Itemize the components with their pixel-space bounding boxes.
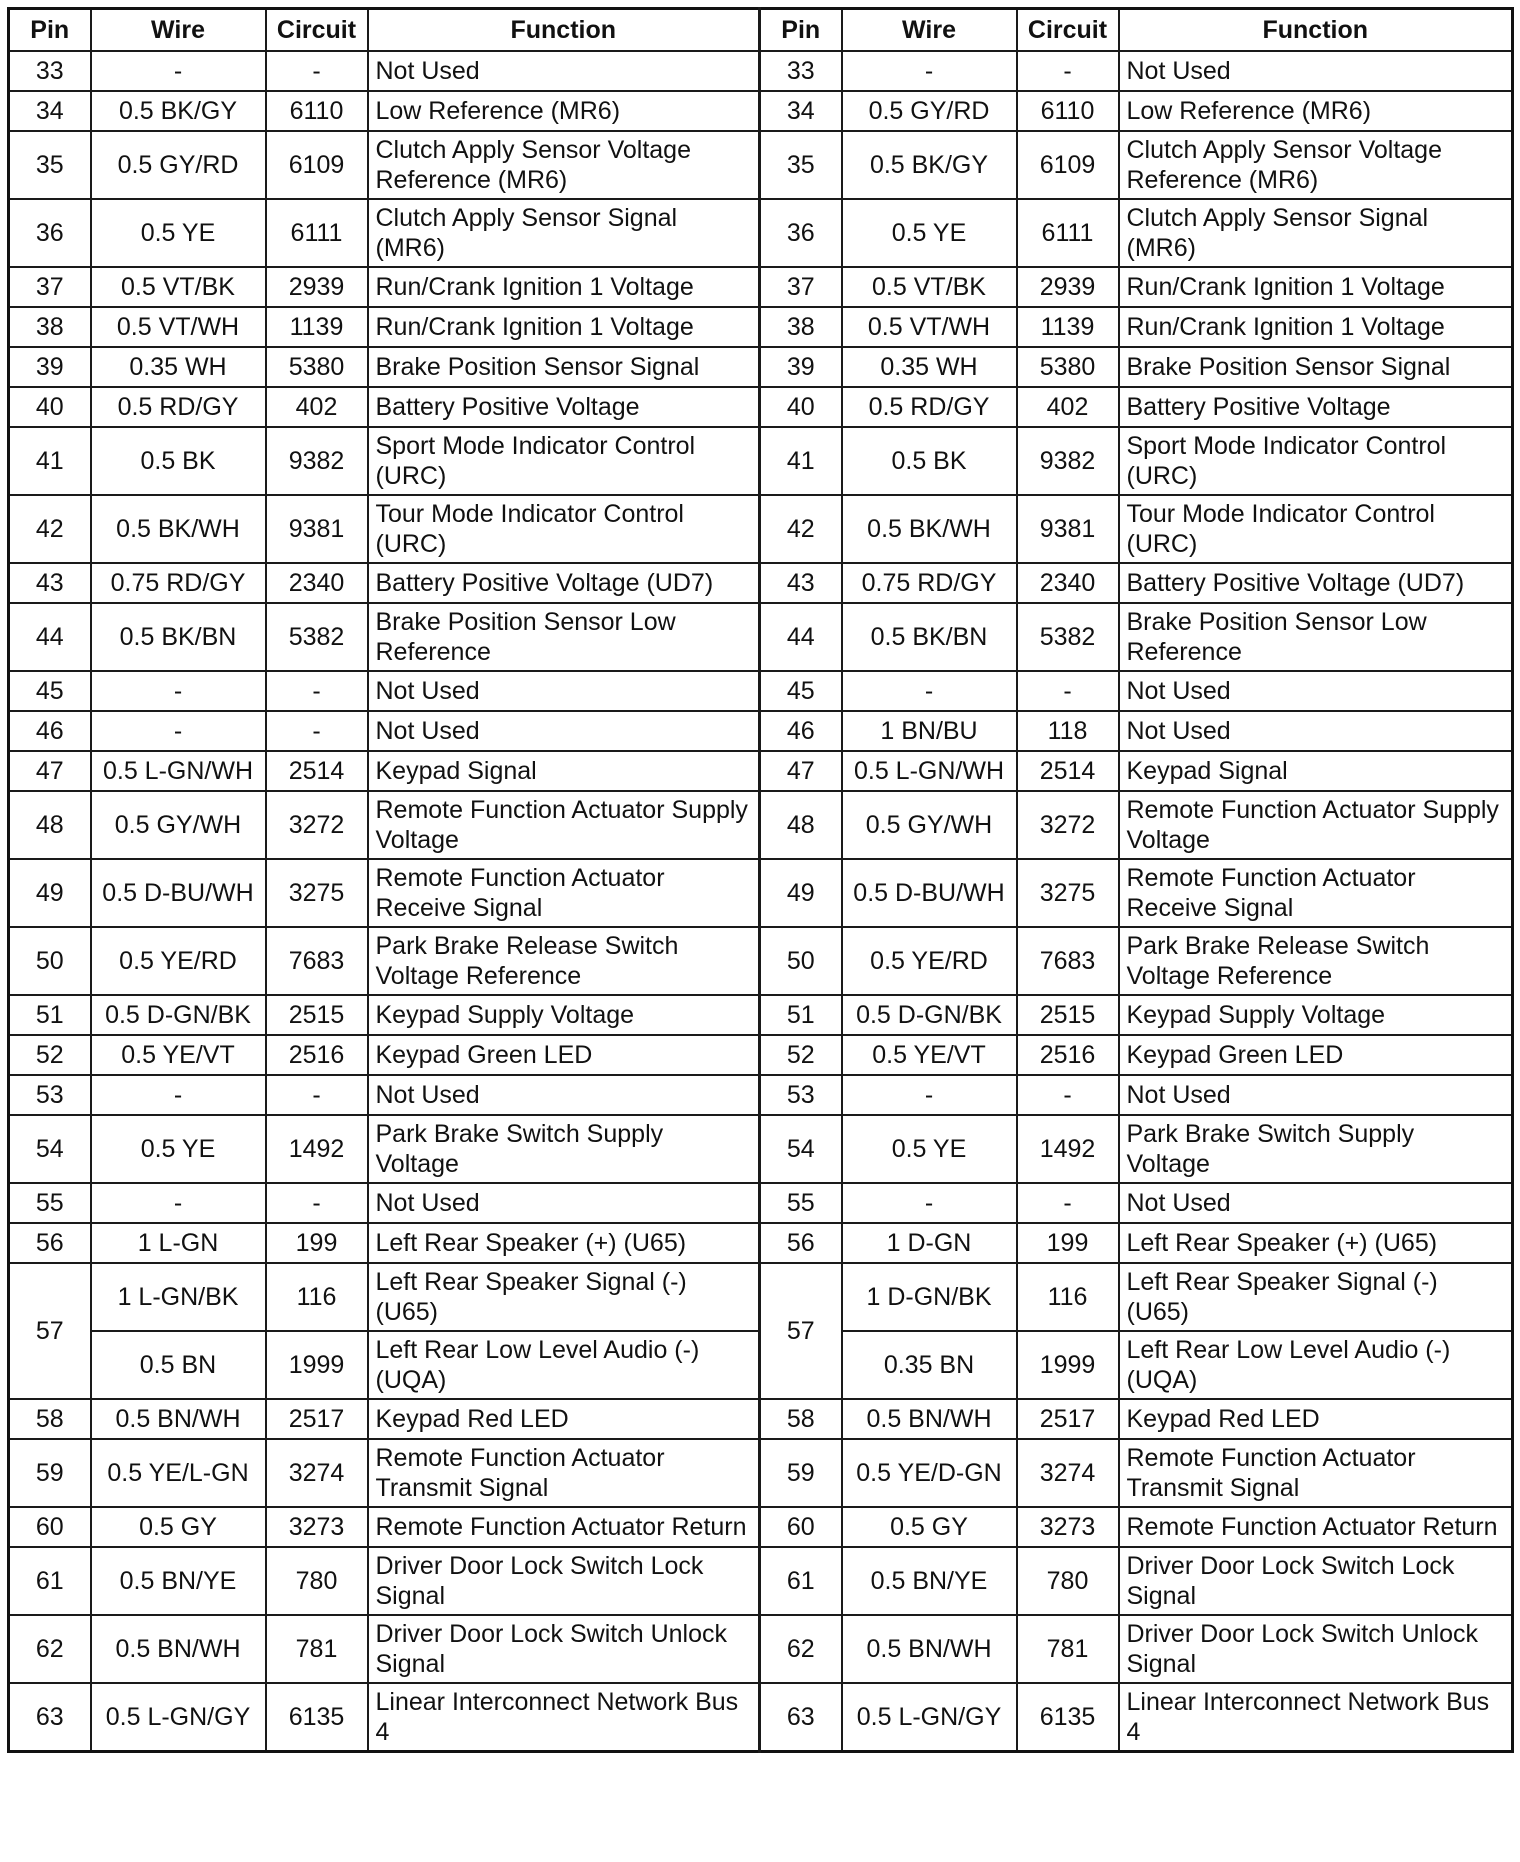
- function-cell: Run/Crank Ignition 1 Voltage: [1119, 307, 1513, 347]
- function-cell: Not Used: [1119, 1183, 1513, 1223]
- pin-cell: 41: [9, 427, 91, 495]
- pin-cell: 48: [760, 791, 842, 859]
- function-cell: Not Used: [368, 711, 760, 751]
- wire-cell: 0.5 D-BU/WH: [842, 859, 1017, 927]
- circuit-cell: 1492: [266, 1115, 368, 1183]
- pin-cell: 40: [9, 387, 91, 427]
- circuit-cell: 9381: [266, 495, 368, 563]
- function-cell: Remote Function Actuator Return: [368, 1507, 760, 1547]
- pin-cell: 54: [9, 1115, 91, 1183]
- pin-cell: 51: [760, 995, 842, 1035]
- pin-cell: 60: [9, 1507, 91, 1547]
- table-row: [9, 387, 1513, 427]
- table-row: [9, 711, 1513, 751]
- pin-cell: 50: [760, 927, 842, 995]
- table-row: [9, 427, 1513, 495]
- function-cell: Battery Positive Voltage (UD7): [368, 563, 760, 603]
- pin-cell: 33: [760, 51, 842, 91]
- function-cell: Remote Function Actuator Receive Signal: [368, 859, 760, 927]
- function-cell: Keypad Signal: [1119, 751, 1513, 791]
- function-cell: Clutch Apply Sensor Signal (MR6): [1119, 199, 1513, 267]
- function-cell: Battery Positive Voltage (UD7): [1119, 563, 1513, 603]
- table-row: [9, 1183, 1513, 1223]
- table-row: [9, 859, 1513, 927]
- function-cell: Park Brake Switch Supply Voltage: [368, 1115, 760, 1183]
- wire-cell: 1 D-GN: [842, 1223, 1017, 1263]
- circuit-cell: 2515: [1017, 995, 1119, 1035]
- circuit-cell: 2516: [266, 1035, 368, 1075]
- function-cell: Keypad Red LED: [1119, 1399, 1513, 1439]
- wire-cell: 0.75 RD/GY: [842, 563, 1017, 603]
- pin-cell: 46: [760, 711, 842, 751]
- table-row: [9, 927, 1513, 995]
- function-cell: Left Rear Speaker (+) (U65): [1119, 1223, 1513, 1263]
- function-cell: Low Reference (MR6): [368, 91, 760, 131]
- pin-cell: 57: [760, 1263, 842, 1399]
- circuit-cell: 7683: [1017, 927, 1119, 995]
- pin-cell: 58: [760, 1399, 842, 1439]
- circuit-cell: -: [1017, 1075, 1119, 1115]
- circuit-cell: 3275: [1017, 859, 1119, 927]
- pin-cell: 38: [9, 307, 91, 347]
- function-cell: Keypad Red LED: [368, 1399, 760, 1439]
- function-cell: Not Used: [368, 671, 760, 711]
- table-row: [9, 199, 1513, 267]
- table-row: [9, 995, 1513, 1035]
- wire-cell: 0.5 YE: [91, 1115, 266, 1183]
- pin-cell: 62: [760, 1615, 842, 1683]
- header-circuit: Circuit: [266, 9, 368, 52]
- function-cell: Remote Function Actuator Transmit Signal: [368, 1439, 760, 1507]
- wire-cell: 0.5 YE: [842, 199, 1017, 267]
- function-cell: Brake Position Sensor Low Reference: [1119, 603, 1513, 671]
- wire-cell: 0.5 VT/WH: [842, 307, 1017, 347]
- circuit-cell: 780: [266, 1547, 368, 1615]
- table-row: [9, 1263, 1513, 1331]
- wire-cell: 0.5 BK: [91, 427, 266, 495]
- pin-cell: 55: [9, 1183, 91, 1223]
- circuit-cell: 9381: [1017, 495, 1119, 563]
- circuit-cell: 2340: [1017, 563, 1119, 603]
- table-row: [9, 307, 1513, 347]
- pin-cell: 63: [9, 1683, 91, 1752]
- pin-cell: 50: [9, 927, 91, 995]
- wire-cell: 0.5 D-BU/WH: [91, 859, 266, 927]
- circuit-cell: -: [266, 1075, 368, 1115]
- wire-cell: 0.5 BK/WH: [842, 495, 1017, 563]
- circuit-cell: -: [266, 51, 368, 91]
- wire-cell: 1 D-GN/BK: [842, 1263, 1017, 1331]
- table-row: [9, 1075, 1513, 1115]
- wire-cell: 0.5 YE/D-GN: [842, 1439, 1017, 1507]
- function-cell: Not Used: [368, 1183, 760, 1223]
- circuit-cell: -: [1017, 51, 1119, 91]
- wire-cell: 0.35 BN: [842, 1331, 1017, 1399]
- pin-cell: 37: [9, 267, 91, 307]
- circuit-cell: -: [1017, 1183, 1119, 1223]
- circuit-cell: 1492: [1017, 1115, 1119, 1183]
- wire-cell: 0.5 BK: [842, 427, 1017, 495]
- wire-cell: -: [842, 1075, 1017, 1115]
- wire-cell: 0.5 L-GN/WH: [842, 751, 1017, 791]
- table-row: [9, 1439, 1513, 1507]
- pin-cell: 45: [760, 671, 842, 711]
- function-cell: Run/Crank Ignition 1 Voltage: [368, 307, 760, 347]
- circuit-cell: 5382: [1017, 603, 1119, 671]
- header-function: Function: [368, 9, 760, 52]
- circuit-cell: 3275: [266, 859, 368, 927]
- table-row: [9, 51, 1513, 91]
- wire-cell: 0.5 YE/VT: [842, 1035, 1017, 1075]
- circuit-cell: 116: [1017, 1263, 1119, 1331]
- circuit-cell: 7683: [266, 927, 368, 995]
- circuit-cell: 2517: [266, 1399, 368, 1439]
- function-cell: Not Used: [1119, 1075, 1513, 1115]
- pin-cell: 49: [9, 859, 91, 927]
- circuit-cell: 3273: [1017, 1507, 1119, 1547]
- pin-cell: 33: [9, 51, 91, 91]
- pin-cell: 60: [760, 1507, 842, 1547]
- circuit-cell: 1139: [266, 307, 368, 347]
- pin-cell: 35: [9, 131, 91, 199]
- function-cell: Not Used: [1119, 51, 1513, 91]
- wire-cell: 1 BN/BU: [842, 711, 1017, 751]
- pin-cell: 38: [760, 307, 842, 347]
- table-row: [9, 751, 1513, 791]
- pin-cell: 45: [9, 671, 91, 711]
- circuit-cell: 2939: [266, 267, 368, 307]
- wire-cell: 0.5 YE/L-GN: [91, 1439, 266, 1507]
- function-cell: Keypad Green LED: [1119, 1035, 1513, 1075]
- table-header-row: [9, 9, 1513, 52]
- pin-cell: 59: [9, 1439, 91, 1507]
- pin-cell: 61: [9, 1547, 91, 1615]
- function-cell: Left Rear Speaker Signal (-) (U65): [368, 1263, 760, 1331]
- function-cell: Run/Crank Ignition 1 Voltage: [368, 267, 760, 307]
- pin-cell: 52: [9, 1035, 91, 1075]
- pin-cell: 44: [9, 603, 91, 671]
- wire-cell: 0.5 YE: [91, 199, 266, 267]
- wire-cell: -: [842, 1183, 1017, 1223]
- wire-cell: -: [91, 711, 266, 751]
- table-row: [9, 91, 1513, 131]
- circuit-cell: 6109: [266, 131, 368, 199]
- wire-cell: 0.5 VT/WH: [91, 307, 266, 347]
- circuit-cell: 116: [266, 1263, 368, 1331]
- function-cell: Sport Mode Indicator Control (URC): [1119, 427, 1513, 495]
- function-cell: Sport Mode Indicator Control (URC): [368, 427, 760, 495]
- table-row: [9, 1547, 1513, 1615]
- function-cell: Low Reference (MR6): [1119, 91, 1513, 131]
- table-row: [9, 131, 1513, 199]
- function-cell: Driver Door Lock Switch Lock Signal: [1119, 1547, 1513, 1615]
- function-cell: Brake Position Sensor Signal: [1119, 347, 1513, 387]
- wire-cell: 0.5 D-GN/BK: [91, 995, 266, 1035]
- wire-cell: 0.5 YE/RD: [91, 927, 266, 995]
- circuit-cell: 2514: [266, 751, 368, 791]
- function-cell: Tour Mode Indicator Control (URC): [1119, 495, 1513, 563]
- pin-cell: 43: [760, 563, 842, 603]
- circuit-cell: 402: [266, 387, 368, 427]
- wire-cell: 0.5 YE/RD: [842, 927, 1017, 995]
- header-circuit: Circuit: [1017, 9, 1119, 52]
- wire-cell: 0.5 BN/WH: [842, 1399, 1017, 1439]
- circuit-cell: 2517: [1017, 1399, 1119, 1439]
- pin-cell: 34: [9, 91, 91, 131]
- table-row: [9, 671, 1513, 711]
- pin-cell: 59: [760, 1439, 842, 1507]
- circuit-cell: 199: [266, 1223, 368, 1263]
- function-cell: Linear Interconnect Network Bus 4: [1119, 1683, 1513, 1752]
- circuit-cell: 2340: [266, 563, 368, 603]
- circuit-cell: 2939: [1017, 267, 1119, 307]
- circuit-cell: 1999: [266, 1331, 368, 1399]
- pin-cell: 48: [9, 791, 91, 859]
- circuit-cell: 6135: [266, 1683, 368, 1752]
- function-cell: Left Rear Low Level Audio (-) (UQA): [1119, 1331, 1513, 1399]
- circuit-cell: 6111: [1017, 199, 1119, 267]
- function-cell: Park Brake Release Switch Voltage Reference: [368, 927, 760, 995]
- pin-cell: 57: [9, 1263, 91, 1399]
- circuit-cell: 6110: [266, 91, 368, 131]
- circuit-cell: 3274: [1017, 1439, 1119, 1507]
- table-row: [9, 791, 1513, 859]
- wire-cell: 1 L-GN: [91, 1223, 266, 1263]
- wire-cell: 0.5 BK/GY: [842, 131, 1017, 199]
- wire-cell: 0.5 BN/WH: [91, 1615, 266, 1683]
- circuit-cell: 118: [1017, 711, 1119, 751]
- header-pin: Pin: [9, 9, 91, 52]
- function-cell: Battery Positive Voltage: [1119, 387, 1513, 427]
- function-cell: Keypad Signal: [368, 751, 760, 791]
- wire-cell: -: [842, 51, 1017, 91]
- wire-cell: -: [842, 671, 1017, 711]
- function-cell: Not Used: [368, 51, 760, 91]
- pin-cell: 61: [760, 1547, 842, 1615]
- circuit-cell: -: [266, 711, 368, 751]
- pin-cell: 39: [760, 347, 842, 387]
- pin-cell: 56: [9, 1223, 91, 1263]
- pin-cell: 52: [760, 1035, 842, 1075]
- pin-cell: 51: [9, 995, 91, 1035]
- function-cell: Not Used: [368, 1075, 760, 1115]
- circuit-cell: 3273: [266, 1507, 368, 1547]
- wire-cell: 0.5 BK/BN: [91, 603, 266, 671]
- circuit-cell: 6109: [1017, 131, 1119, 199]
- table-row: [9, 1223, 1513, 1263]
- circuit-cell: 3272: [1017, 791, 1119, 859]
- wire-cell: 0.5 GY/RD: [842, 91, 1017, 131]
- function-cell: Clutch Apply Sensor Signal (MR6): [368, 199, 760, 267]
- wire-cell: 0.5 D-GN/BK: [842, 995, 1017, 1035]
- pin-cell: 34: [760, 91, 842, 131]
- circuit-cell: -: [1017, 671, 1119, 711]
- circuit-cell: 5380: [266, 347, 368, 387]
- circuit-cell: 2515: [266, 995, 368, 1035]
- pin-cell: 42: [9, 495, 91, 563]
- pin-cell: 43: [9, 563, 91, 603]
- function-cell: Not Used: [1119, 671, 1513, 711]
- pin-cell: 47: [9, 751, 91, 791]
- table-row: [9, 1683, 1513, 1752]
- circuit-cell: -: [266, 671, 368, 711]
- function-cell: Run/Crank Ignition 1 Voltage: [1119, 267, 1513, 307]
- function-cell: Left Rear Speaker Signal (-) (U65): [1119, 1263, 1513, 1331]
- pin-cell: 40: [760, 387, 842, 427]
- pin-cell: 49: [760, 859, 842, 927]
- pin-cell: 56: [760, 1223, 842, 1263]
- wire-cell: -: [91, 671, 266, 711]
- pin-cell: 42: [760, 495, 842, 563]
- circuit-cell: 3274: [266, 1439, 368, 1507]
- function-cell: Clutch Apply Sensor Voltage Reference (MR6): [368, 131, 760, 199]
- wire-cell: 0.5 YE: [842, 1115, 1017, 1183]
- function-cell: Brake Position Sensor Signal: [368, 347, 760, 387]
- circuit-cell: 6110: [1017, 91, 1119, 131]
- header-wire: Wire: [91, 9, 266, 52]
- pin-cell: 62: [9, 1615, 91, 1683]
- pin-cell: 54: [760, 1115, 842, 1183]
- pin-cell: 36: [9, 199, 91, 267]
- table-body: [9, 51, 1513, 1752]
- header-function: Function: [1119, 9, 1513, 52]
- function-cell: Driver Door Lock Switch Unlock Signal: [1119, 1615, 1513, 1683]
- function-cell: Linear Interconnect Network Bus 4: [368, 1683, 760, 1752]
- circuit-cell: 199: [1017, 1223, 1119, 1263]
- circuit-cell: -: [266, 1183, 368, 1223]
- circuit-cell: 1139: [1017, 307, 1119, 347]
- wire-cell: -: [91, 51, 266, 91]
- circuit-cell: 5380: [1017, 347, 1119, 387]
- pin-cell: 55: [760, 1183, 842, 1223]
- table-row: [9, 1507, 1513, 1547]
- wire-cell: 0.5 GY: [91, 1507, 266, 1547]
- pin-cell: 41: [760, 427, 842, 495]
- wire-cell: 0.5 BK/GY: [91, 91, 266, 131]
- function-cell: Brake Position Sensor Low Reference: [368, 603, 760, 671]
- wire-cell: 0.5 GY/WH: [91, 791, 266, 859]
- circuit-cell: 2514: [1017, 751, 1119, 791]
- wire-cell: 0.5 RD/GY: [91, 387, 266, 427]
- wire-cell: 0.5 L-GN/WH: [91, 751, 266, 791]
- connector-pinout-table: [7, 7, 1514, 1753]
- function-cell: Not Used: [1119, 711, 1513, 751]
- table-row: [9, 563, 1513, 603]
- pin-cell: 53: [9, 1075, 91, 1115]
- pin-cell: 36: [760, 199, 842, 267]
- table-row: [9, 1115, 1513, 1183]
- wire-cell: 0.5 BN/WH: [91, 1399, 266, 1439]
- wire-cell: 0.5 GY/RD: [91, 131, 266, 199]
- circuit-cell: 2516: [1017, 1035, 1119, 1075]
- function-cell: Park Brake Release Switch Voltage Reference: [1119, 927, 1513, 995]
- wire-cell: 0.5 L-GN/GY: [842, 1683, 1017, 1752]
- pin-cell: 47: [760, 751, 842, 791]
- circuit-cell: 5382: [266, 603, 368, 671]
- table-row: [9, 1035, 1513, 1075]
- circuit-cell: 781: [1017, 1615, 1119, 1683]
- wire-cell: -: [91, 1183, 266, 1223]
- wire-cell: 0.5 BN/YE: [842, 1547, 1017, 1615]
- wire-cell: 0.5 L-GN/GY: [91, 1683, 266, 1752]
- function-cell: Remote Function Actuator Receive Signal: [1119, 859, 1513, 927]
- wire-cell: 0.5 RD/GY: [842, 387, 1017, 427]
- pin-cell: 39: [9, 347, 91, 387]
- function-cell: Remote Function Actuator Return: [1119, 1507, 1513, 1547]
- wire-cell: 0.5 BN: [91, 1331, 266, 1399]
- function-cell: Driver Door Lock Switch Unlock Signal: [368, 1615, 760, 1683]
- wire-cell: 0.5 YE/VT: [91, 1035, 266, 1075]
- pin-cell: 37: [760, 267, 842, 307]
- wire-cell: 0.5 BK/WH: [91, 495, 266, 563]
- wire-cell: 0.35 WH: [91, 347, 266, 387]
- wire-cell: 1 L-GN/BK: [91, 1263, 266, 1331]
- circuit-cell: 3272: [266, 791, 368, 859]
- wire-cell: 0.5 VT/BK: [842, 267, 1017, 307]
- wire-cell: 0.5 BK/BN: [842, 603, 1017, 671]
- wire-cell: 0.35 WH: [842, 347, 1017, 387]
- function-cell: Park Brake Switch Supply Voltage: [1119, 1115, 1513, 1183]
- wire-cell: -: [91, 1075, 266, 1115]
- function-cell: Driver Door Lock Switch Lock Signal: [368, 1547, 760, 1615]
- circuit-cell: 6111: [266, 199, 368, 267]
- circuit-cell: 6135: [1017, 1683, 1119, 1752]
- function-cell: Left Rear Speaker (+) (U65): [368, 1223, 760, 1263]
- pin-cell: 46: [9, 711, 91, 751]
- circuit-cell: 9382: [266, 427, 368, 495]
- pin-cell: 53: [760, 1075, 842, 1115]
- pin-cell: 35: [760, 131, 842, 199]
- wire-cell: 0.5 BN/YE: [91, 1547, 266, 1615]
- table-row: [9, 1399, 1513, 1439]
- circuit-cell: 780: [1017, 1547, 1119, 1615]
- header-pin: Pin: [760, 9, 842, 52]
- table-row: [9, 267, 1513, 307]
- function-cell: Clutch Apply Sensor Voltage Reference (MR6): [1119, 131, 1513, 199]
- function-cell: Left Rear Low Level Audio (-) (UQA): [368, 1331, 760, 1399]
- pin-cell: 58: [9, 1399, 91, 1439]
- function-cell: Tour Mode Indicator Control (URC): [368, 495, 760, 563]
- header-wire: Wire: [842, 9, 1017, 52]
- function-cell: Battery Positive Voltage: [368, 387, 760, 427]
- circuit-cell: 1999: [1017, 1331, 1119, 1399]
- function-cell: Remote Function Actuator Transmit Signal: [1119, 1439, 1513, 1507]
- wire-cell: 0.5 GY/WH: [842, 791, 1017, 859]
- wire-cell: 0.5 BN/WH: [842, 1615, 1017, 1683]
- circuit-cell: 781: [266, 1615, 368, 1683]
- wire-cell: 0.75 RD/GY: [91, 563, 266, 603]
- function-cell: Keypad Supply Voltage: [368, 995, 760, 1035]
- function-cell: Remote Function Actuator Supply Voltage: [1119, 791, 1513, 859]
- function-cell: Keypad Green LED: [368, 1035, 760, 1075]
- wire-cell: 0.5 VT/BK: [91, 267, 266, 307]
- function-cell: Remote Function Actuator Supply Voltage: [368, 791, 760, 859]
- table-row: [9, 495, 1513, 563]
- pin-cell: 44: [760, 603, 842, 671]
- circuit-cell: 402: [1017, 387, 1119, 427]
- pin-cell: 63: [760, 1683, 842, 1752]
- table-row: [9, 603, 1513, 671]
- table-row: [9, 1615, 1513, 1683]
- wire-cell: 0.5 GY: [842, 1507, 1017, 1547]
- table-row: [9, 347, 1513, 387]
- circuit-cell: 9382: [1017, 427, 1119, 495]
- function-cell: Keypad Supply Voltage: [1119, 995, 1513, 1035]
